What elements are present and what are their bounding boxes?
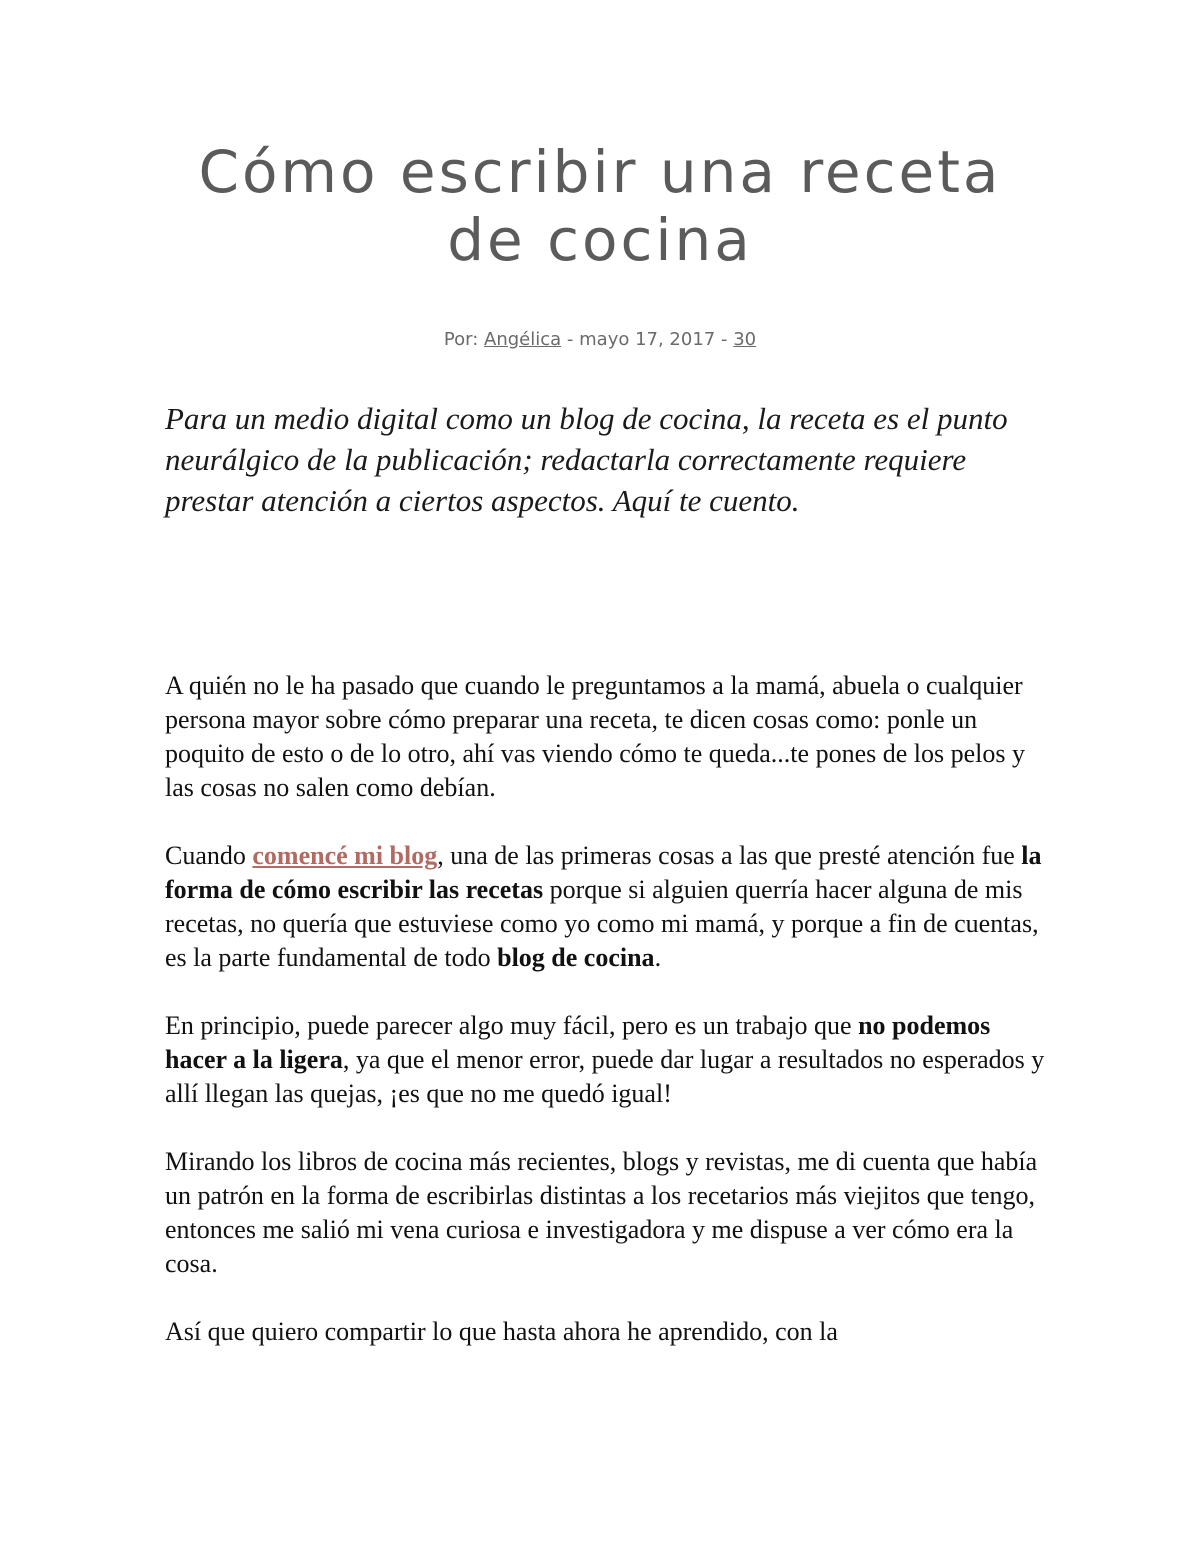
paragraph-2	[165, 839, 1045, 975]
paragraph-4: Mirando los libros de cocina más recientes, blogs y revistas, me di cuenta que había un patrón en la forma de escribirlas distintas a los recetarios más viejitos que tengo, entonces me salió mi vena curiosa e investigadora y me dispuse a ver cómo era la cosa.	[165, 1147, 1038, 1278]
meta-by-label: Por:	[443, 329, 485, 350]
article-body	[165, 669, 1045, 1383]
publish-date: mayo 17, 2017	[579, 329, 716, 350]
article-title-line-2: de cocina	[447, 206, 753, 274]
paragraph-text: En principio, puede parecer algo muy fácil, pero es un trabajo que	[165, 1011, 859, 1040]
bold-phrase: la forma de cómo escribir las recetas	[165, 841, 1042, 904]
paragraph-3	[165, 1009, 1045, 1111]
paragraph-5: Así que quiero compartir lo que hasta ahora he aprendido, con la	[165, 1317, 838, 1346]
paragraph-1: A quién no le ha pasado que cuando le preguntamos a la mamá, abuela o cualquier persona mayor sobre cómo preparar una receta, te dicen cosas como: ponle un poquito de esto o de lo otro, ahí vas viendo cómo te queda...te pones de los pelos y las cosas no salen como debían.	[165, 671, 1025, 802]
meta-separator: -	[561, 329, 580, 350]
comments-count-link[interactable]: 30	[733, 329, 757, 350]
paragraph-text: , ya que el menor error, puede dar lugar a resultados no esperados y allí llegan las quejas, ¡es que no me quedó igual!	[165, 1045, 1045, 1108]
paragraph-text: porque si alguien querría hacer alguna de mis recetas, no quería que estuviese como yo como mi mamá, y porque a fin de cuentas, es la parte fundamental de todo	[165, 875, 1039, 972]
article-title-line-1: Cómo escribir una receta	[198, 138, 1002, 206]
paragraph-text: Cuando	[165, 841, 253, 870]
paragraph-text: , una de las primeras cosas a las que presté atención fue	[437, 841, 1022, 870]
bold-phrase: no podemos hacer a la ligera	[165, 1011, 991, 1074]
paragraph-text: .	[654, 943, 662, 972]
meta-separator: -	[715, 329, 734, 350]
article-title	[150, 138, 1050, 274]
blog-start-link[interactable]: comencé mi blog	[252, 841, 438, 870]
article-meta	[150, 327, 1050, 353]
article-lead: Para un medio digital como un blog de cocina, la receta es el punto neurálgico de la publicación; redactarla correctamente requiere prestar atención a ciertos aspectos. Aquí te cuento.	[165, 401, 1008, 518]
bold-phrase: blog de cocina	[497, 943, 655, 972]
author-link[interactable]: Angélica	[484, 329, 562, 350]
